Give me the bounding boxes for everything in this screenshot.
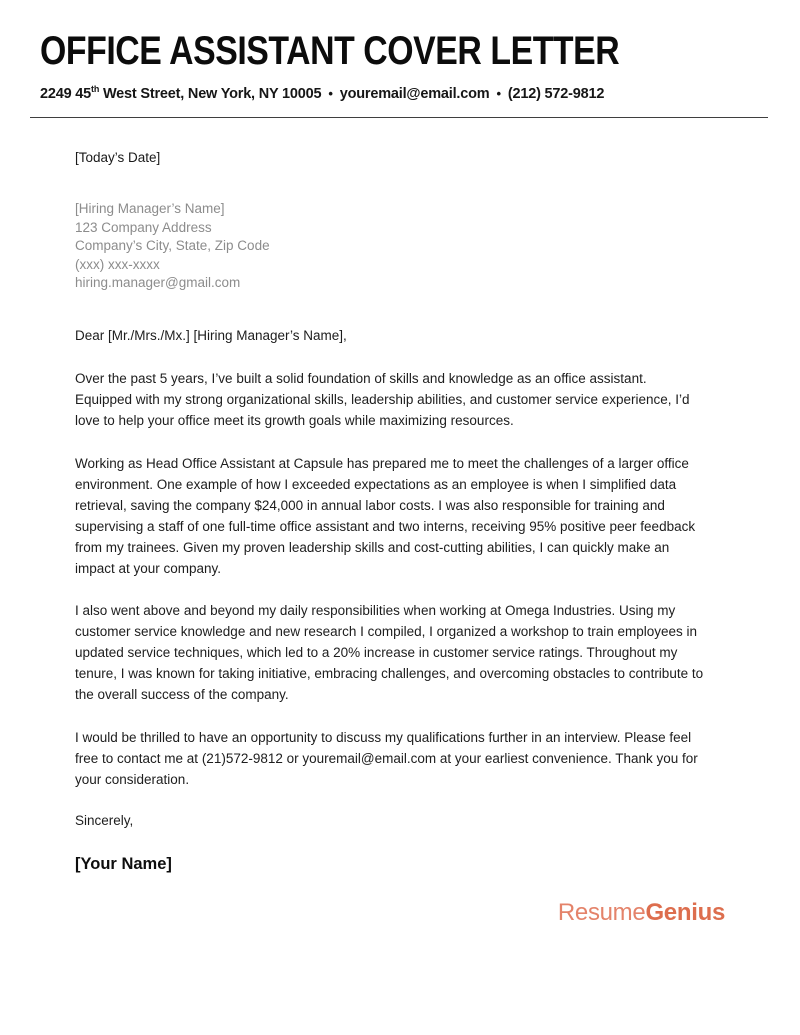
contact-phone: (212) 572-9812 bbox=[507, 86, 605, 102]
bullet-separator: • bbox=[496, 86, 501, 101]
salutation: Dear [Mr./Mrs./Mx.] [Hiring Manager’s Name], bbox=[75, 327, 347, 343]
resumegenius-logo bbox=[558, 899, 725, 926]
recipient-block bbox=[75, 200, 705, 293]
letter-header bbox=[0, 0, 800, 104]
contact-address-street-prefix: 2249 45 bbox=[40, 86, 92, 102]
logo-resume-text: Resume bbox=[557, 898, 646, 926]
signature-name: [Your Name] bbox=[75, 854, 172, 873]
header-divider bbox=[30, 117, 768, 118]
ordinal-superscript: th bbox=[91, 84, 100, 95]
body-paragraph-4: I would be thrilled to have an opportunity to discuss my qualifications further in an interview. Please feel free to contact me at (21)572-9812 or youremail@email.com at your earliest convenience. Thank you for your consideration. bbox=[75, 729, 698, 787]
closing-line: Sincerely, bbox=[75, 812, 134, 828]
body-paragraph-1: Over the past 5 years, I’ve built a solid foundation of skills and knowledge as an office assistant. Equipped with my strong organizational skills, leadership abilities, and customer service experience, I’d love to help your office meet its growth goals while maximizing resources. bbox=[75, 370, 690, 428]
contact-address bbox=[40, 86, 321, 102]
recipient-name: [Hiring Manager’s Name] bbox=[75, 201, 225, 216]
letter-body bbox=[75, 147, 705, 875]
date-line: [Today’s Date] bbox=[75, 150, 161, 165]
body-paragraph-3: I also went above and beyond my daily responsibilities when working at Omega Industries. Using my customer service knowledge and new research I compiled, I organized a workshop to train employees in updated service techniques, which led to a 20% increase in customer service ratings. Throughout my tenure, I was known for taking initiative, embracing challenges, and overcoming obstacles to contribute to the overall success of the company. bbox=[75, 602, 704, 702]
contact-line bbox=[40, 84, 770, 104]
recipient-phone: (xxx) xxx-xxxx bbox=[75, 256, 160, 272]
contact-email: youremail@email.com bbox=[339, 86, 490, 102]
page-footer bbox=[0, 900, 800, 925]
recipient-city-state-zip: Company’s City, State, Zip Code bbox=[75, 238, 270, 254]
bullet-separator: • bbox=[328, 86, 333, 101]
page-title: OFFICE ASSISTANT COVER LETTER bbox=[40, 29, 620, 73]
contact-address-street-suffix: West Street, New York, NY 10005 bbox=[99, 86, 322, 102]
recipient-address: 123 Company Address bbox=[75, 219, 212, 235]
body-paragraph-2: Working as Head Office Assistant at Capsule has prepared me to meet the challenges of a larger office environment. One example of how I exceeded expectations as an employee is when I simplified data retrieval, saving the company $24,000 in annual labor costs. I was also responsible for training and supervising a staff of one full-time office assistant and two interns, receiving 95% positive peer feedback from my trainees. Given my proven leadership skills and cost-cutting abilities, I can quickly make an impact at your company. bbox=[75, 455, 696, 576]
recipient-email: hiring.manager@gmail.com bbox=[75, 275, 241, 291]
logo-genius-text: Genius bbox=[645, 898, 725, 926]
